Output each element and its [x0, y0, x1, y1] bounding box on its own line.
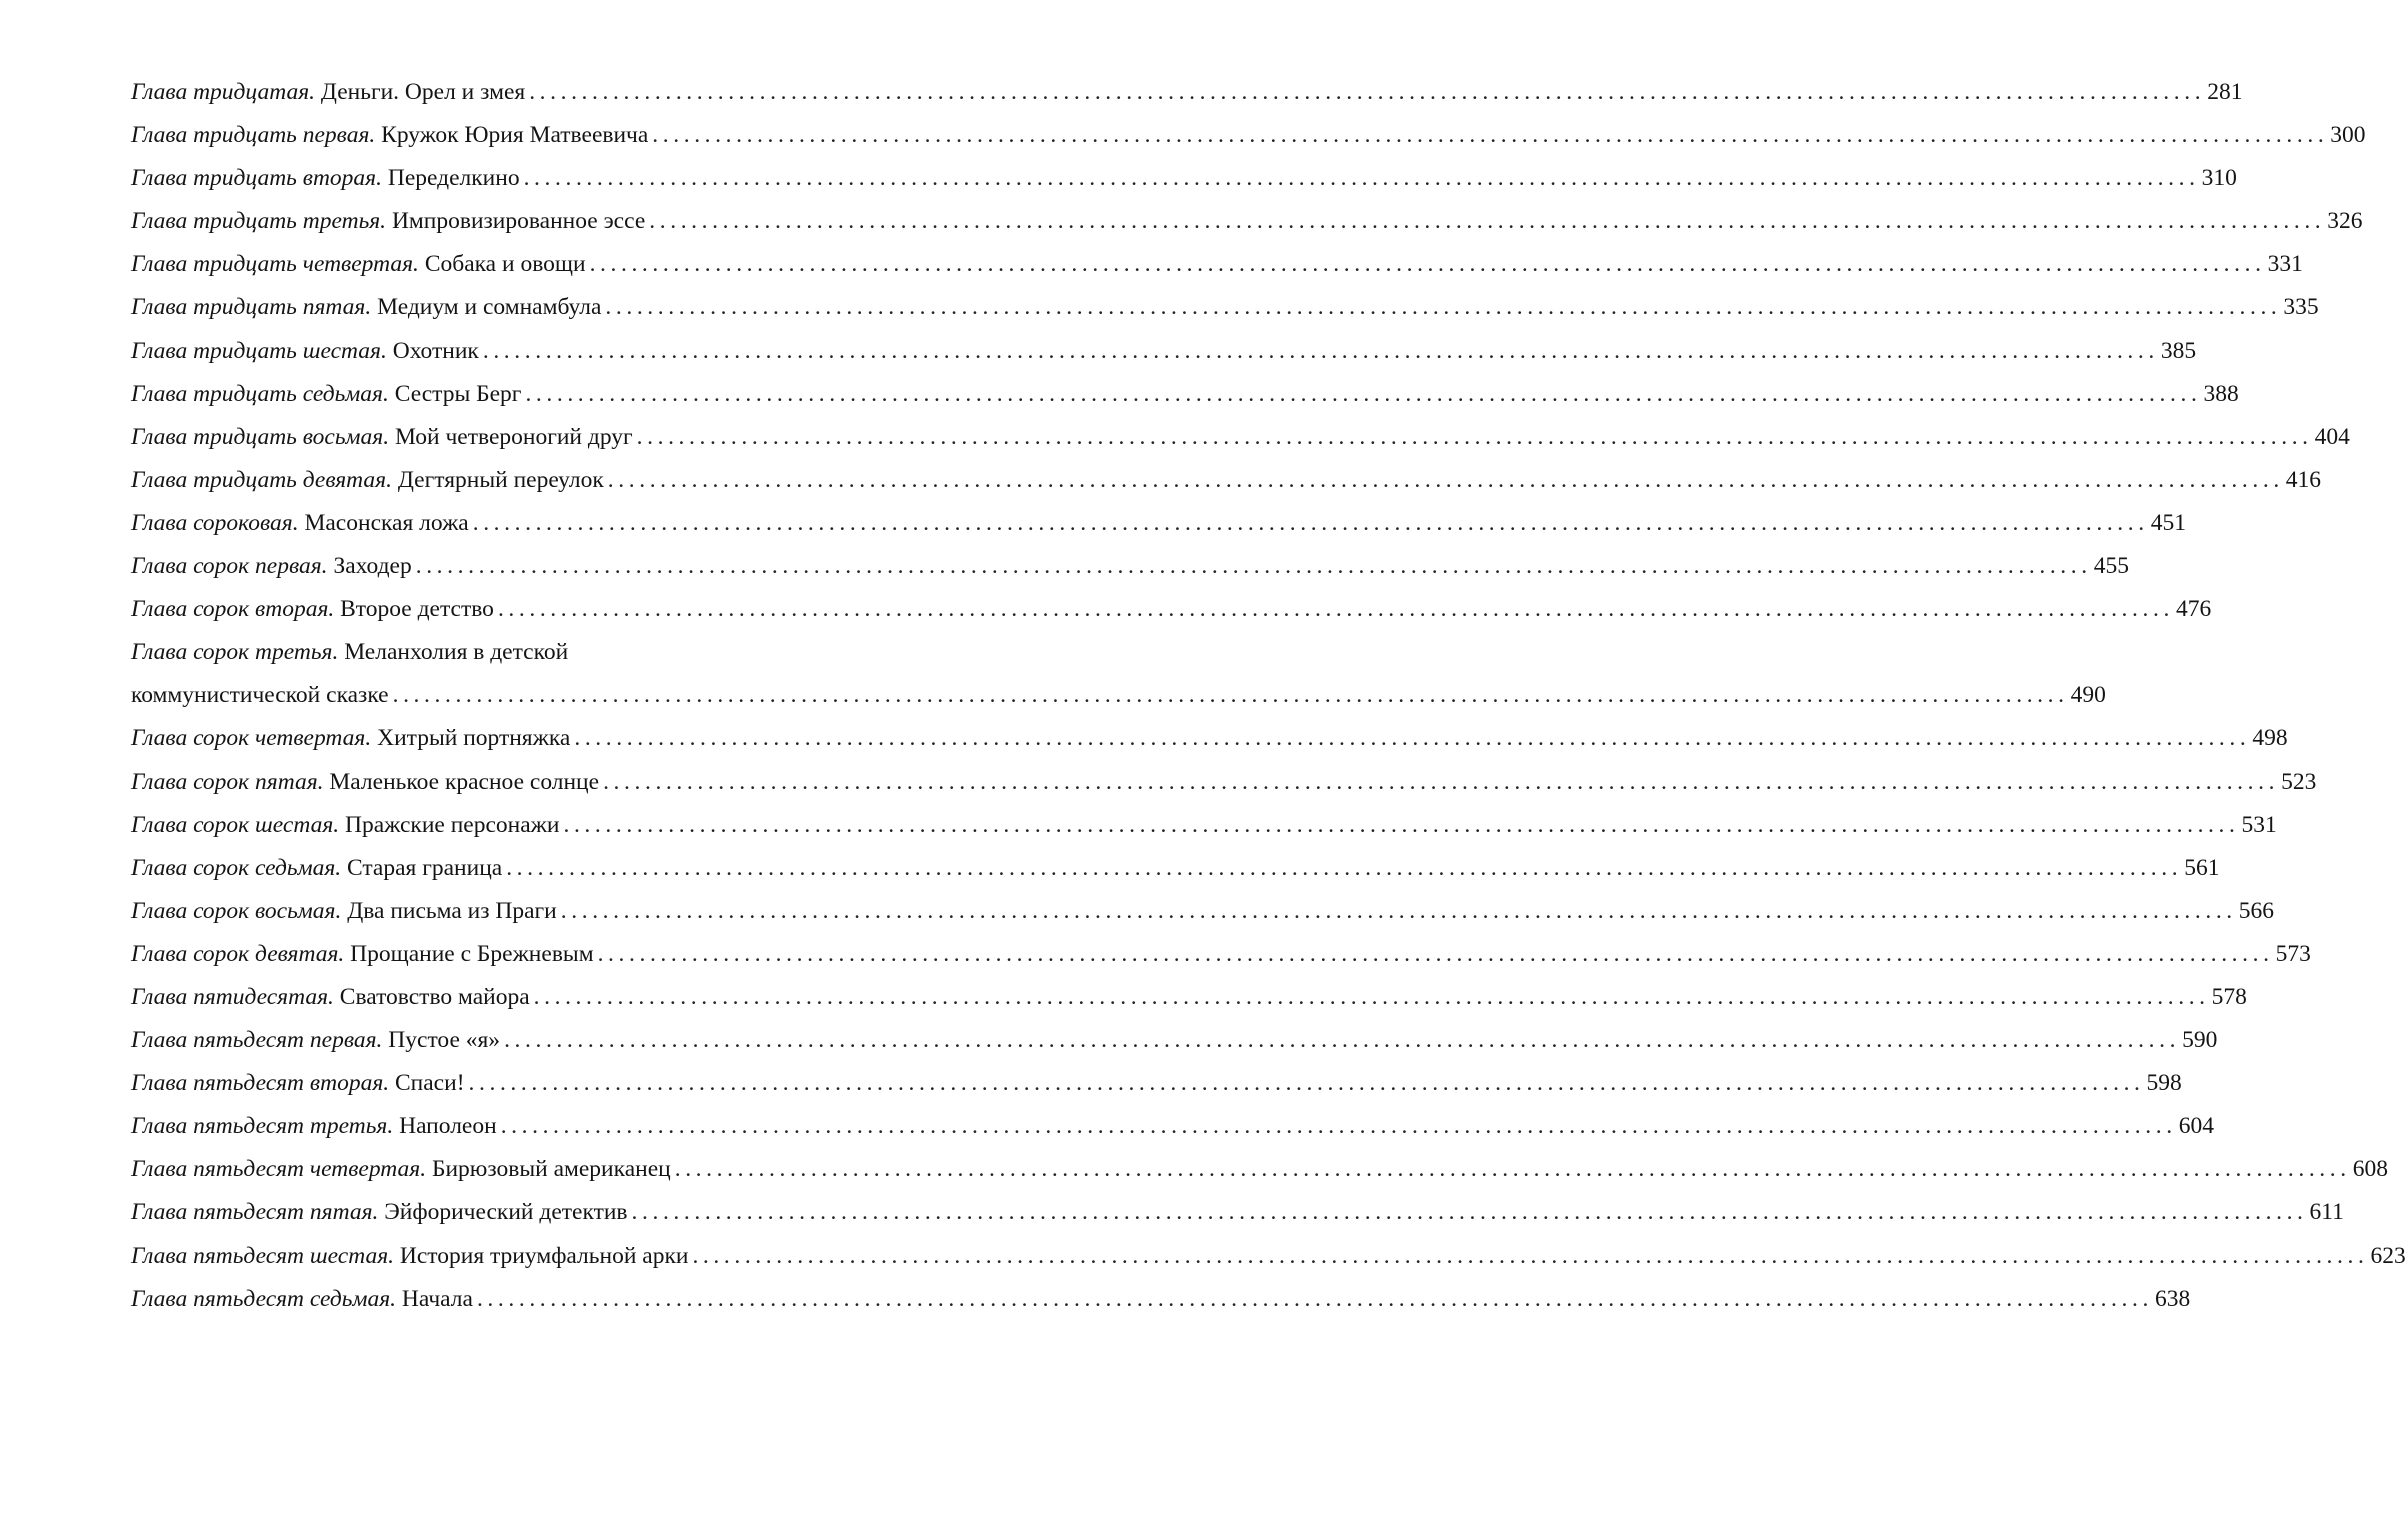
toc-entry — [131, 545, 2129, 588]
chapter-title: Заходер — [333, 553, 412, 580]
toc-entry — [131, 1062, 2182, 1105]
toc-entry — [131, 416, 2350, 459]
dot-leader: ................................................................................................................................................................ — [392, 682, 2069, 709]
dot-leader: ................................................................................................................................................................ — [636, 423, 2313, 450]
chapter-label: Глава сорок первая. — [131, 553, 328, 580]
dot-leader: ................................................................................................................................................................ — [560, 897, 2237, 924]
dot-leader: ................................................................................................................................................................ — [504, 1027, 2181, 1054]
page-number: 623 — [2370, 1242, 2406, 1269]
toc-entry — [131, 157, 2237, 200]
chapter-label: Глава тридцать шестая. — [131, 337, 387, 364]
chapter-title: Прощание с Брежневым — [350, 940, 594, 967]
chapter-label: Глава пятьдесят седьмая. — [131, 1285, 396, 1312]
toc-entry-continuation — [131, 674, 2106, 717]
page-number: 573 — [2275, 940, 2311, 967]
chapter-title: Пражские персонажи — [345, 811, 560, 838]
chapter-label: Глава сороковая. — [131, 509, 299, 536]
chapter-title: Масонская ложа — [304, 509, 469, 536]
toc-entry — [131, 71, 2243, 114]
chapter-label: Глава сорок вторая. — [131, 596, 335, 623]
dot-leader: ................................................................................................................................................................ — [589, 251, 2266, 278]
chapter-title: Пустое «я» — [388, 1027, 501, 1054]
page-number: 531 — [2241, 811, 2277, 838]
chapter-label: Глава сорок седьмая. — [131, 854, 342, 881]
dot-leader: ................................................................................................................................................................ — [574, 725, 2251, 752]
page-number: 310 — [2201, 165, 2237, 192]
toc-entry — [131, 717, 2288, 760]
page-number: 476 — [2175, 596, 2212, 623]
toc-entry — [131, 804, 2277, 847]
dot-leader: ................................................................................................................................................................ — [649, 208, 2326, 235]
page-number: 498 — [2252, 725, 2288, 752]
chapter-title: Хитрый портняжка — [377, 725, 571, 752]
toc-entry — [131, 114, 2366, 157]
toc-entry — [131, 1191, 2344, 1234]
dot-leader: ................................................................................................................................................................ — [415, 553, 2092, 580]
toc-entry — [131, 847, 2220, 890]
dot-leader: ................................................................................................................................................................ — [468, 1070, 2145, 1097]
chapter-label: Глава сорок пятая. — [131, 768, 324, 795]
toc-entry — [131, 1278, 2191, 1321]
chapter-label: Глава пятьдесят пятая. — [131, 1199, 379, 1226]
page-number: 578 — [2211, 983, 2247, 1010]
chapter-label: Глава пятьдесят первая. — [131, 1027, 383, 1054]
chapter-title: Переделкино — [387, 165, 520, 192]
chapter-label: Глава сорок третья. — [131, 639, 339, 666]
toc-entry — [131, 890, 2275, 933]
page-number: 281 — [2207, 79, 2243, 105]
chapter-title: Бирюзовый американец — [431, 1156, 671, 1183]
dot-leader: ................................................................................................................................................................ — [525, 380, 2202, 407]
page-number: 326 — [2327, 208, 2363, 235]
chapter-label: Глава пятьдесят шестая. — [131, 1242, 394, 1269]
chapter-title: Сватовство майора — [339, 983, 530, 1010]
chapter-label: Глава тридцать первая. — [131, 122, 376, 149]
page-number: 388 — [2203, 380, 2239, 407]
chapter-label: Глава пятьдесят третья. — [131, 1113, 394, 1140]
dot-leader: ................................................................................................................................................................ — [563, 811, 2240, 838]
dot-leader: ................................................................................................................................................................ — [607, 466, 2284, 493]
chapter-title: Два письма из Праги — [347, 897, 557, 924]
toc-entry — [131, 459, 2322, 502]
chapter-title: Собака и овощи — [424, 251, 586, 278]
chapter-label: Глава тридцать четвертая. — [131, 251, 419, 278]
toc-entry — [131, 243, 2303, 286]
dot-leader: ................................................................................................................................................................ — [605, 294, 2282, 321]
chapter-title: Спаси! — [395, 1070, 465, 1097]
dot-leader: ................................................................................................................................................................ — [674, 1156, 2351, 1183]
chapter-label: Глава тридцать третья. — [131, 208, 387, 235]
dot-leader: ................................................................................................................................................................ — [506, 854, 2183, 881]
page-number: 566 — [2238, 897, 2275, 924]
chapter-title: коммунистической сказке — [131, 682, 389, 709]
chapter-title: Импровизированное эссе — [391, 208, 646, 235]
dot-leader: ................................................................................................................................................................ — [692, 1242, 2369, 1269]
toc-entry — [131, 933, 2311, 976]
chapter-title: Начала — [401, 1285, 473, 1312]
chapter-label: Глава сорок шестая. — [131, 811, 340, 838]
toc-entry — [131, 976, 2247, 1019]
toc-entry — [131, 761, 2317, 804]
toc-entry — [131, 330, 2197, 373]
chapter-title: Наполеон — [399, 1113, 497, 1140]
toc-entry — [131, 1148, 2388, 1191]
chapter-label: Глава тридцать пятая. — [131, 294, 372, 321]
chapter-title: Меланхолия в детской — [344, 639, 569, 666]
dot-leader: ................................................................................................................................................................ — [482, 337, 2159, 364]
toc-entry — [131, 1105, 2214, 1148]
page-number: 611 — [2309, 1199, 2344, 1226]
page-number: 300 — [2330, 122, 2366, 149]
chapter-label: Глава пятидесятая. — [131, 983, 334, 1010]
dot-leader: ................................................................................................................................................................ — [631, 1199, 2308, 1226]
chapter-title: Деньги. Орел и змея — [320, 79, 526, 105]
chapter-title: Сестры Берг — [394, 380, 522, 407]
dot-leader: ................................................................................................................................................................ — [523, 165, 2200, 192]
chapter-label: Глава тридцать вторая. — [131, 165, 382, 192]
dot-leader: ................................................................................................................................................................ — [472, 509, 2149, 536]
chapter-label: Глава сорок восьмая. — [131, 897, 342, 924]
toc-entry — [131, 631, 912, 674]
chapter-title: Маленькое красное солнце — [329, 768, 600, 795]
chapter-title: Кружок Юрия Матвеевича — [381, 122, 649, 149]
chapter-title: Старая граница — [347, 854, 503, 881]
toc-entry — [131, 1235, 2406, 1278]
chapter-title: Второе детство — [340, 596, 494, 623]
page-number: 385 — [2160, 337, 2197, 364]
dot-leader: ................................................................................................................................................................ — [533, 983, 2210, 1010]
chapter-title: Эйфорический детектив — [384, 1199, 628, 1226]
table-of-contents — [131, 71, 2406, 1321]
chapter-label: Глава сорок четвертая. — [131, 725, 372, 752]
page-number: 331 — [2267, 251, 2303, 278]
chapter-label: Глава пятьдесят четвертая. — [131, 1156, 427, 1183]
dot-leader: ................................................................................................................................................................ — [652, 122, 2329, 149]
toc-entry — [131, 1019, 2218, 1062]
chapter-label: Глава тридцать девятая. — [131, 466, 392, 493]
chapter-title: История триумфальной арки — [399, 1242, 689, 1269]
chapter-title: Охотник — [392, 337, 479, 364]
chapter-label: Глава тридцать восьмая. — [131, 423, 390, 450]
dot-leader: ................................................................................................................................................................ — [603, 768, 2280, 795]
chapter-label: Глава сорок девятая. — [131, 940, 345, 967]
dot-leader: ................................................................................................................................................................ — [597, 940, 2274, 967]
page-number: 490 — [2070, 682, 2106, 709]
page-number: 455 — [2093, 553, 2129, 580]
page-number: 416 — [2285, 466, 2322, 493]
page-number: 638 — [2154, 1285, 2191, 1312]
page-number: 451 — [2150, 509, 2186, 536]
dot-leader: ................................................................................................................................................................ — [497, 596, 2174, 623]
page-number: 608 — [2352, 1156, 2388, 1183]
chapter-title: Дегтярный переулок — [397, 466, 604, 493]
chapter-label: Глава тридцать седьмая. — [131, 380, 389, 407]
dot-leader: ................................................................................................................................................................ — [500, 1113, 2177, 1140]
chapter-title: Мой четвероногий друг — [394, 423, 633, 450]
dot-leader: ................................................................................................................................................................ — [529, 79, 2206, 105]
page-number: 404 — [2314, 423, 2350, 450]
page-number: 590 — [2182, 1027, 2218, 1054]
chapter-label: Глава пятьдесят вторая. — [131, 1070, 390, 1097]
dot-leader: ................................................................................................................................................................ — [476, 1285, 2153, 1312]
toc-entry — [131, 502, 2186, 545]
page-number: 335 — [2283, 294, 2319, 321]
page-number: 561 — [2184, 854, 2220, 881]
chapter-label: Глава тридцатая. — [131, 79, 316, 105]
toc-entry — [131, 200, 2363, 243]
page-number: 523 — [2281, 768, 2317, 795]
toc-entry — [131, 286, 2319, 329]
chapter-title: Медиум и сомнамбула — [377, 294, 602, 321]
toc-entry — [131, 373, 2239, 416]
page-number: 598 — [2146, 1070, 2182, 1097]
toc-entry — [131, 588, 2212, 631]
page-number: 604 — [2178, 1113, 2214, 1140]
